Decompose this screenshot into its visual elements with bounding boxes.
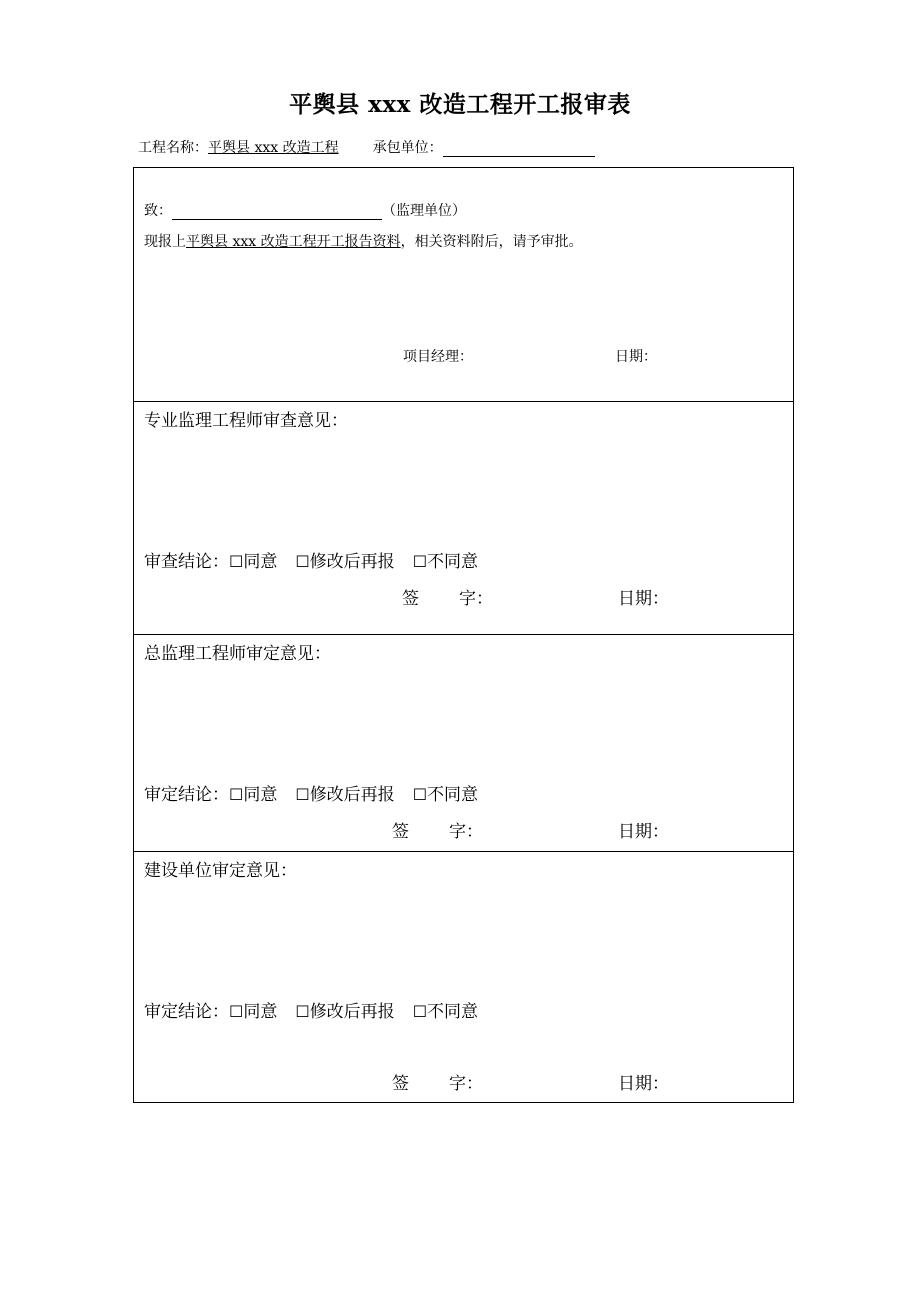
section-heading: 总监理工程师审定意见：: [144, 644, 331, 664]
section-heading: 建设单位审定意见：: [144, 861, 297, 881]
date-label: 日期：: [618, 822, 669, 842]
report-suffix: ，相关资料附后，请予审批。: [400, 234, 583, 250]
section-heading: 专业监理工程师审查意见：: [144, 411, 348, 431]
supervisor-unit-blank[interactable]: [172, 203, 382, 220]
revise-checkbox[interactable]: ☐: [295, 552, 310, 571]
project-name-label: 工程名称：: [138, 140, 208, 156]
revise-option-label: 修改后再报: [309, 552, 395, 572]
signature-char: 字：: [459, 589, 493, 609]
engineer-review-section: [134, 401, 793, 634]
agree-option-label: 同意: [243, 552, 278, 572]
conclusion-label: 审定结论：: [144, 1002, 229, 1022]
signature-char: 签: [392, 1074, 409, 1094]
to-label: 致：: [144, 203, 172, 219]
signature-char: 签: [402, 589, 419, 609]
report-line: [144, 231, 583, 251]
conclusion-label: 审定结论：: [144, 785, 229, 805]
approval-conclusion-row: [144, 997, 478, 1022]
report-prefix: 现报上: [144, 234, 186, 250]
signature-char: 字：: [449, 822, 483, 842]
agree-option-label: 同意: [243, 1002, 278, 1022]
project-name-value: 平舆县 xxx 改造工程: [208, 140, 339, 156]
disagree-checkbox[interactable]: ☐: [412, 1002, 428, 1021]
agree-checkbox[interactable]: ☐: [229, 552, 244, 571]
signature-label: [392, 1069, 483, 1094]
addressee-line: [144, 200, 466, 220]
revise-option-label: 修改后再报: [309, 1002, 395, 1022]
disagree-checkbox[interactable]: ☐: [412, 785, 428, 804]
agree-option-label: 同意: [243, 785, 278, 805]
disagree-checkbox[interactable]: ☐: [412, 552, 428, 571]
disagree-option-label: 不同意: [427, 1002, 479, 1022]
conclusion-label: 审查结论：: [144, 552, 229, 572]
contractor-blank[interactable]: [443, 140, 595, 157]
signature-char: 字：: [449, 1074, 483, 1094]
application-section: [134, 168, 793, 401]
contractor-label: 承包单位：: [372, 140, 443, 156]
signature-char: 签: [392, 822, 409, 842]
approval-conclusion-row: [144, 780, 478, 805]
revise-checkbox[interactable]: ☐: [295, 1002, 310, 1021]
supervisor-unit-suffix: （监理单位）: [382, 203, 466, 219]
date-label: 日期：: [615, 349, 657, 365]
revise-option-label: 修改后再报: [309, 785, 395, 805]
revise-checkbox[interactable]: ☐: [295, 785, 310, 804]
owner-review-section: [134, 851, 793, 1102]
date-label: 日期：: [618, 1074, 669, 1094]
agree-checkbox[interactable]: ☐: [229, 785, 244, 804]
disagree-option-label: 不同意: [427, 785, 479, 805]
signature-label: [402, 584, 493, 609]
chief-engineer-section: [134, 634, 793, 851]
signature-label: [392, 817, 483, 842]
form-title: 平舆县 xxx 改造工程开工报审表: [289, 91, 631, 118]
form-meta-line: [138, 137, 595, 157]
agree-checkbox[interactable]: ☐: [229, 1002, 244, 1021]
project-manager-label: 项目经理：: [403, 349, 473, 365]
date-label: 日期：: [618, 589, 669, 609]
report-subject: 平舆县 xxx 改造工程开工报告资料: [186, 234, 401, 250]
disagree-option-label: 不同意: [427, 552, 479, 572]
review-conclusion-row: [144, 547, 478, 572]
approval-form-table: [133, 167, 794, 1103]
